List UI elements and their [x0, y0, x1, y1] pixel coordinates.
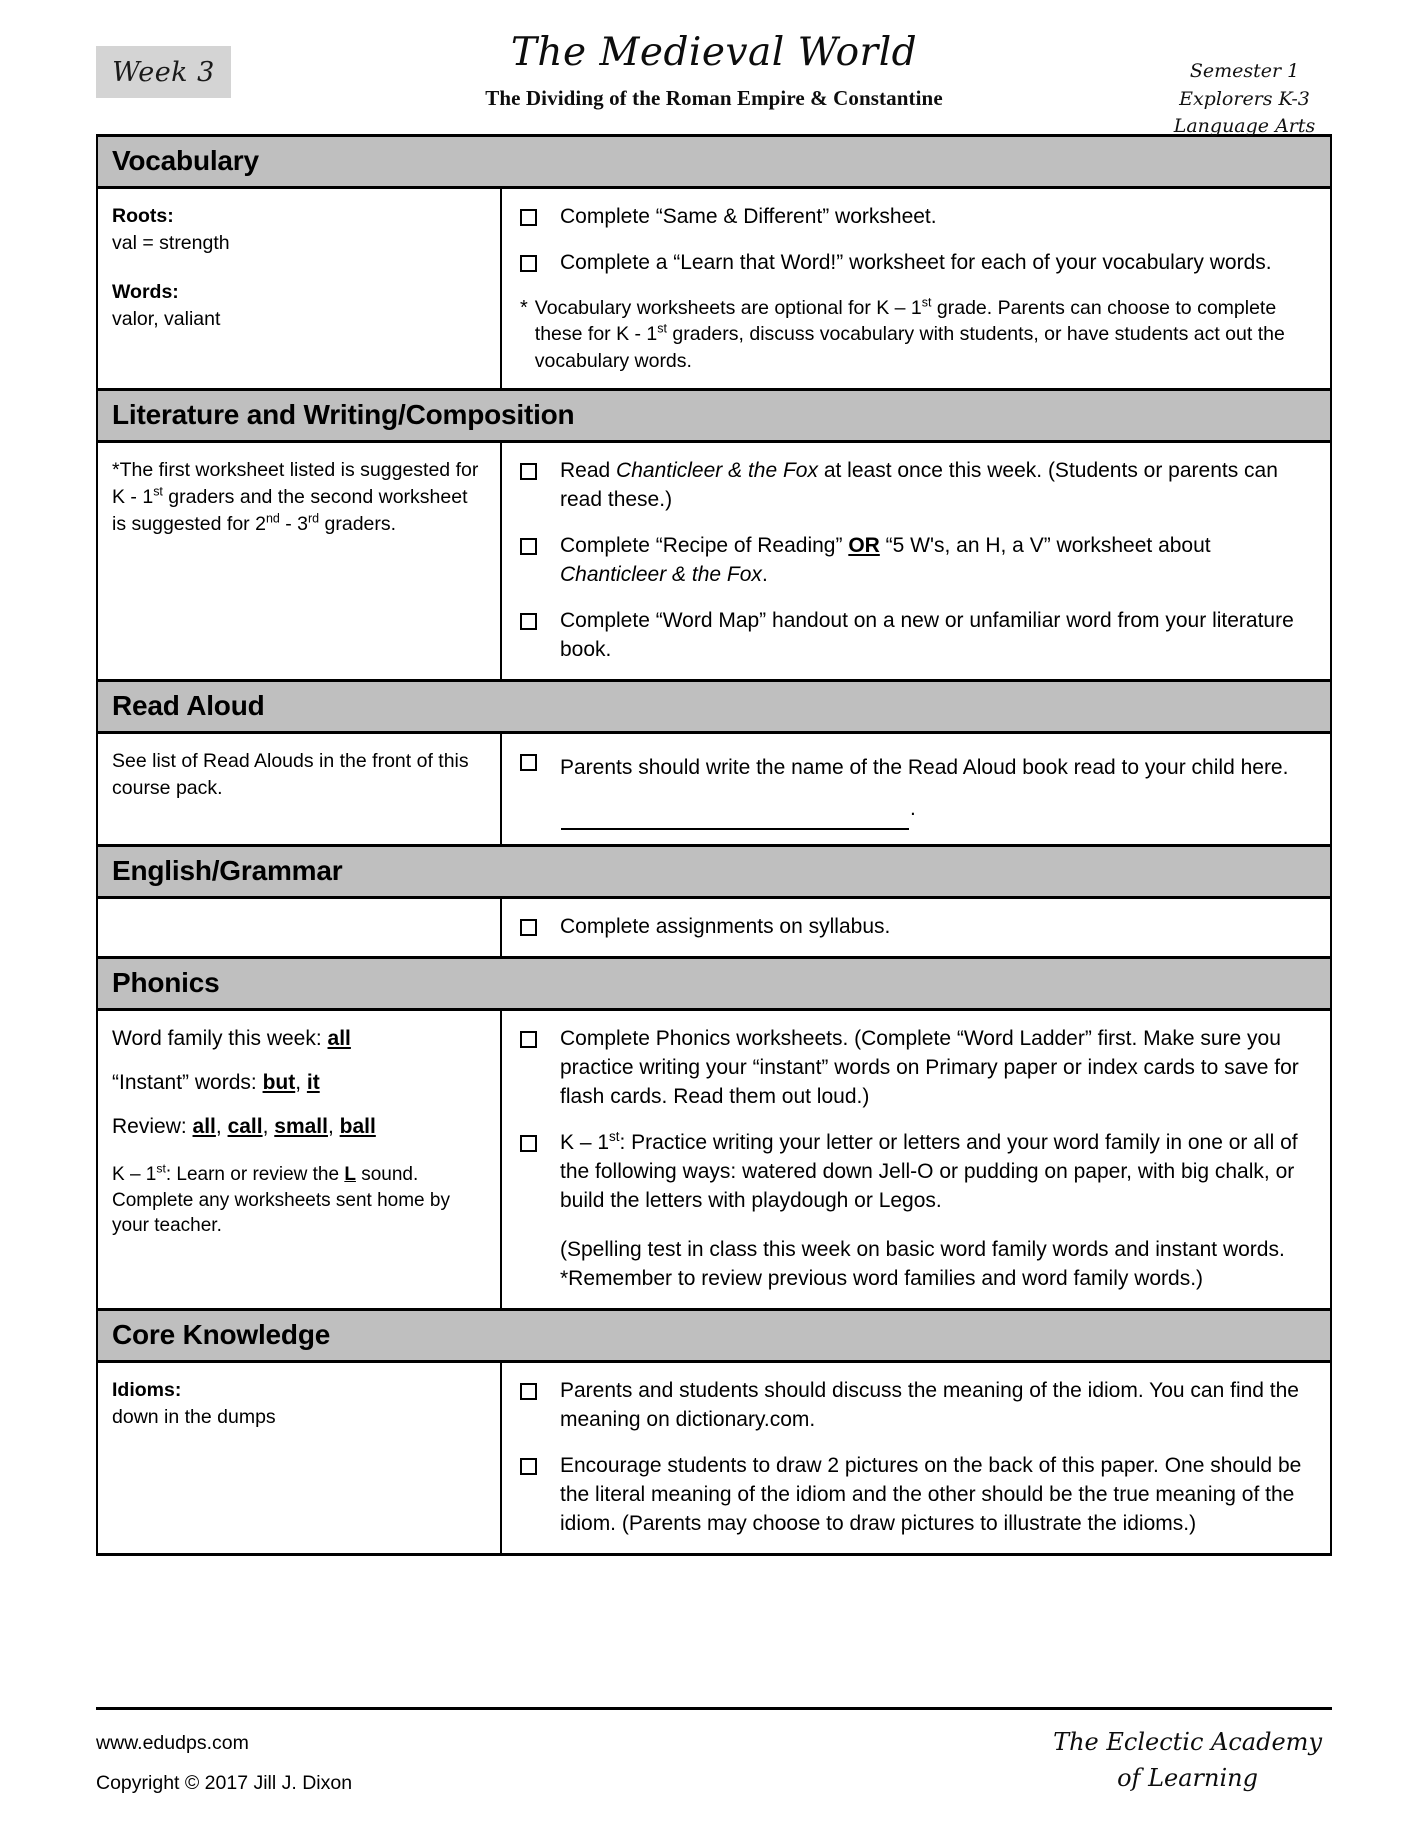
checkbox-icon[interactable]: [520, 1031, 537, 1048]
checklist-item[interactable]: [520, 1129, 1314, 1294]
checkbox-icon[interactable]: [520, 538, 537, 555]
vocabulary-footnote: [520, 295, 1314, 375]
checklist-item[interactable]: [520, 1452, 1314, 1539]
checkbox-icon[interactable]: [520, 1458, 537, 1475]
checklist-item-label: Complete assignments on syllabus.: [560, 915, 891, 939]
phonics-instant-words: “Instant” words: but, it: [112, 1071, 320, 1095]
write-in-blank[interactable]: [561, 808, 909, 830]
section-row-literature: [98, 443, 1330, 679]
page-subtitle: The Dividing of the Roman Empire & Constantine: [485, 85, 943, 110]
checklist-item-label: Complete “Same & Different” worksheet.: [560, 205, 937, 228]
core-knowledge-left-cell: [98, 1363, 502, 1553]
section-row-english-grammar: [98, 899, 1330, 956]
checklist-item-label: Complete a “Learn that Word!” worksheet for each of your vocabulary words.: [560, 250, 1272, 274]
section-row-vocabulary: [98, 189, 1330, 388]
checklist-item[interactable]: [520, 1025, 1314, 1112]
roots-value: val = strength: [112, 231, 230, 254]
footer-copyright: Copyright © 2017 Jill J. Dixon: [96, 1772, 353, 1795]
idioms-value: down in the dumps: [112, 1405, 276, 1428]
phonics-right-cell: [502, 1011, 1330, 1308]
phonics-spelling-note: (Spelling test in class this week on basic word family words and instant words. *Remember to review previous word families and word family words.): [560, 1237, 1285, 1290]
subject-label: Language Arts: [1173, 115, 1316, 138]
checklist-item[interactable]: [520, 913, 1314, 942]
phonics-word-family: Word family this week: all: [112, 1027, 351, 1051]
english-grammar-left-cell: [98, 899, 502, 956]
idioms-label: Idioms:: [112, 1378, 182, 1401]
title-block: [96, 30, 1332, 111]
literature-right-cell: [502, 443, 1330, 679]
section-header-literature: Literature and Writing/Composition: [98, 388, 1330, 443]
page-title: The Medieval World: [510, 30, 918, 75]
checklist-item[interactable]: [520, 748, 1314, 830]
assignment-table: [96, 134, 1332, 1556]
checklist-item[interactable]: [520, 532, 1314, 590]
checklist-item-label: Complete “Recipe of Reading” OR “5 W's, an H, a V” worksheet about Chanticleer & the Fox.: [560, 534, 1211, 587]
phonics-review-words: Review: all, call, small, ball: [112, 1115, 376, 1139]
checklist-item[interactable]: [520, 607, 1314, 665]
checkbox-icon[interactable]: [520, 1135, 537, 1152]
phonics-left-note: K – 1st: Learn or review the L sound. Complete any worksheets sent home by your teacher.: [112, 1161, 450, 1237]
footnote-star: *: [520, 296, 528, 319]
checklist-item-label: Parents and students should discuss the meaning of the idiom. You can find the meaning on dictionary.com.: [560, 1378, 1299, 1431]
checkbox-icon[interactable]: [520, 754, 537, 771]
literature-left-cell: [98, 443, 502, 679]
section-header-vocabulary: Vocabulary: [98, 137, 1330, 189]
words-label: Words:: [112, 280, 179, 303]
read-aloud-right-cell: [502, 734, 1330, 844]
academy-line-1: The Eclectic Academy: [1053, 1728, 1322, 1757]
checklist-item[interactable]: [520, 249, 1314, 278]
roots-label: Roots:: [112, 205, 174, 227]
checklist-item-label: Complete “Word Map” handout on a new or unfamiliar word from your literature book.: [560, 609, 1294, 662]
page-header: [96, 0, 1332, 138]
course-meta: [1157, 58, 1332, 141]
week-badge: Week 3: [96, 46, 231, 98]
semester-label: Semester 1: [1189, 60, 1300, 82]
checkbox-icon[interactable]: [520, 463, 537, 480]
footer-website[interactable]: www.edudps.com: [96, 1732, 249, 1755]
checklist-item-label: Complete Phonics worksheets. (Complete “Word Ladder” first. Make sure you practice writing your “instant” words on Primary paper or index cards to save for flash cards. Read them out loud.): [560, 1027, 1299, 1109]
checkbox-icon[interactable]: [520, 613, 537, 630]
phonics-left-cell: [98, 1011, 502, 1308]
section-row-core-knowledge: [98, 1363, 1330, 1553]
section-header-core-knowledge: Core Knowledge: [98, 1308, 1330, 1363]
footer-divider: [96, 1707, 1332, 1710]
section-row-phonics: [98, 1011, 1330, 1308]
section-header-read-aloud: Read Aloud: [98, 679, 1330, 734]
checklist-item[interactable]: [520, 1377, 1314, 1435]
program-label: Explorers K-3: [1179, 87, 1310, 110]
read-aloud-left-note: See list of Read Alouds in the front of this course pack.: [112, 750, 469, 800]
checklist-item-label: Parents should write the name of the Read Aloud book read to your child here..: [560, 748, 1314, 830]
vocabulary-right-cell: [502, 189, 1330, 388]
checklist-item[interactable]: [520, 203, 1314, 232]
checkbox-icon[interactable]: [520, 255, 537, 272]
footer-left: [96, 1724, 352, 1804]
page-footer: [96, 1707, 1332, 1804]
section-row-read-aloud: [98, 734, 1330, 844]
checkbox-icon[interactable]: [520, 919, 537, 936]
checklist-item-label: K – 1st: Practice writing your letter or letters and your word family in one or all of the following ways: watered down Jell-O or pudding on paper, with big chalk, or build the letters with playdough or Legos. (Spelling test in class this week on basic word family words and instant words. *Remember to review previous word families and word family words.): [560, 1129, 1314, 1294]
checklist-item-label: Read Chanticleer & the Fox at least once this week. (Students or parents can read these.): [560, 459, 1278, 512]
academy-logo-text: [1053, 1724, 1332, 1796]
literature-left-note: *The first worksheet listed is suggested for K - 1st graders and the second worksheet is suggested for 2nd - 3rd graders.: [112, 459, 479, 536]
core-knowledge-right-cell: [502, 1363, 1330, 1553]
words-value: valor, valiant: [112, 307, 221, 330]
section-header-english-grammar: English/Grammar: [98, 844, 1330, 899]
vocabulary-left-cell: [98, 189, 502, 388]
section-header-phonics: Phonics: [98, 956, 1330, 1011]
checkbox-icon[interactable]: [520, 209, 537, 226]
checklist-item-label: Encourage students to draw 2 pictures on the back of this paper. One should be the literal meaning of the idiom and the other should be the true meaning of the idiom. (Parents may choose to draw pictures to illustrate the idioms.): [560, 1453, 1302, 1535]
checkbox-icon[interactable]: [520, 1383, 537, 1400]
academy-line-2: of Learning: [1117, 1764, 1258, 1793]
footnote-text: Vocabulary worksheets are optional for K – 1st grade. Parents can choose to complete these for K - 1st graders, discuss vocabulary with students, or have students act out the vocabulary words.: [534, 295, 1285, 372]
english-grammar-right-cell: [502, 899, 1330, 956]
read-aloud-left-cell: [98, 734, 502, 844]
checklist-item[interactable]: [520, 457, 1314, 515]
